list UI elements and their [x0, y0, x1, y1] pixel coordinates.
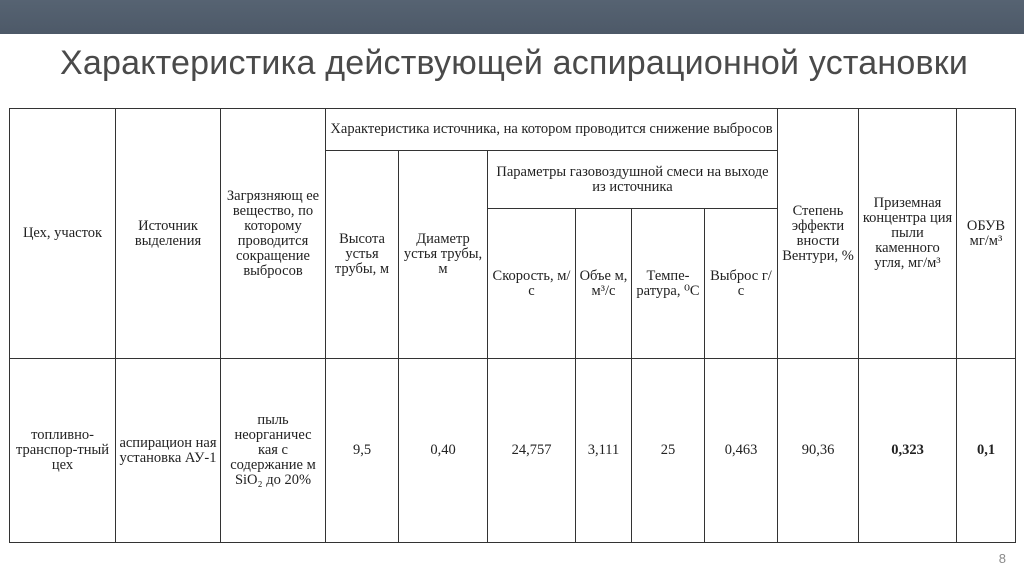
header-source-characteristics: Характеристика источника, на котором проводится снижение выбросов	[326, 109, 778, 151]
header-source: Источник выделения	[116, 109, 221, 359]
cell-height: 9,5	[326, 359, 399, 543]
cell-efficiency: 90,36	[778, 359, 859, 543]
banner-accent	[0, 0, 1024, 34]
header-shop: Цех, участок	[10, 109, 116, 359]
header-speed: Скорость, м/с	[488, 209, 576, 359]
header-emission: Выброс г/с	[705, 209, 778, 359]
cell-diameter: 0,40	[399, 359, 488, 543]
cell-emission: 0,463	[705, 359, 778, 543]
header-efficiency: Степень эффекти вности Вентури, %	[778, 109, 859, 359]
header-pollutant: Загрязняющ ее вещество, по которому проводится сокращение выбросов	[221, 109, 326, 359]
header-concentration: Приземная концентра ция пыли каменного угля, мг/м³	[859, 109, 957, 359]
header-obuv: ОБУВ мг/м³	[957, 109, 1016, 359]
header-diameter: Диаметр устья трубы, м	[399, 151, 488, 359]
characteristics-table	[9, 108, 1016, 543]
cell-shop: топливно-транспор-тный цех	[10, 359, 116, 543]
slide-title: Характеристика действующей аспирационной установки	[60, 44, 969, 82]
cell-volume: 3,111	[576, 359, 632, 543]
page-number: 8	[998, 551, 1006, 566]
header-volume: Объе м, м³/с	[576, 209, 632, 359]
cell-source: аспирацион ная установка АУ-1	[116, 359, 221, 543]
cell-obuv: 0,1	[957, 359, 1016, 543]
header-height: Высота устья трубы, м	[326, 151, 399, 359]
cell-temperature: 25	[632, 359, 705, 543]
cell-pollutant: пыль неорганичес кая с содержание м SiO₂ до 20%	[221, 359, 326, 543]
header-gas-parameters: Параметры газовоздушной смеси на выходе из источника	[488, 151, 778, 209]
header-row-1	[10, 109, 1016, 151]
cell-speed: 24,757	[488, 359, 576, 543]
header-temperature: Темпе- ратура, ⁰С	[632, 209, 705, 359]
data-row	[10, 359, 1016, 543]
cell-concentration: 0,323	[859, 359, 957, 543]
